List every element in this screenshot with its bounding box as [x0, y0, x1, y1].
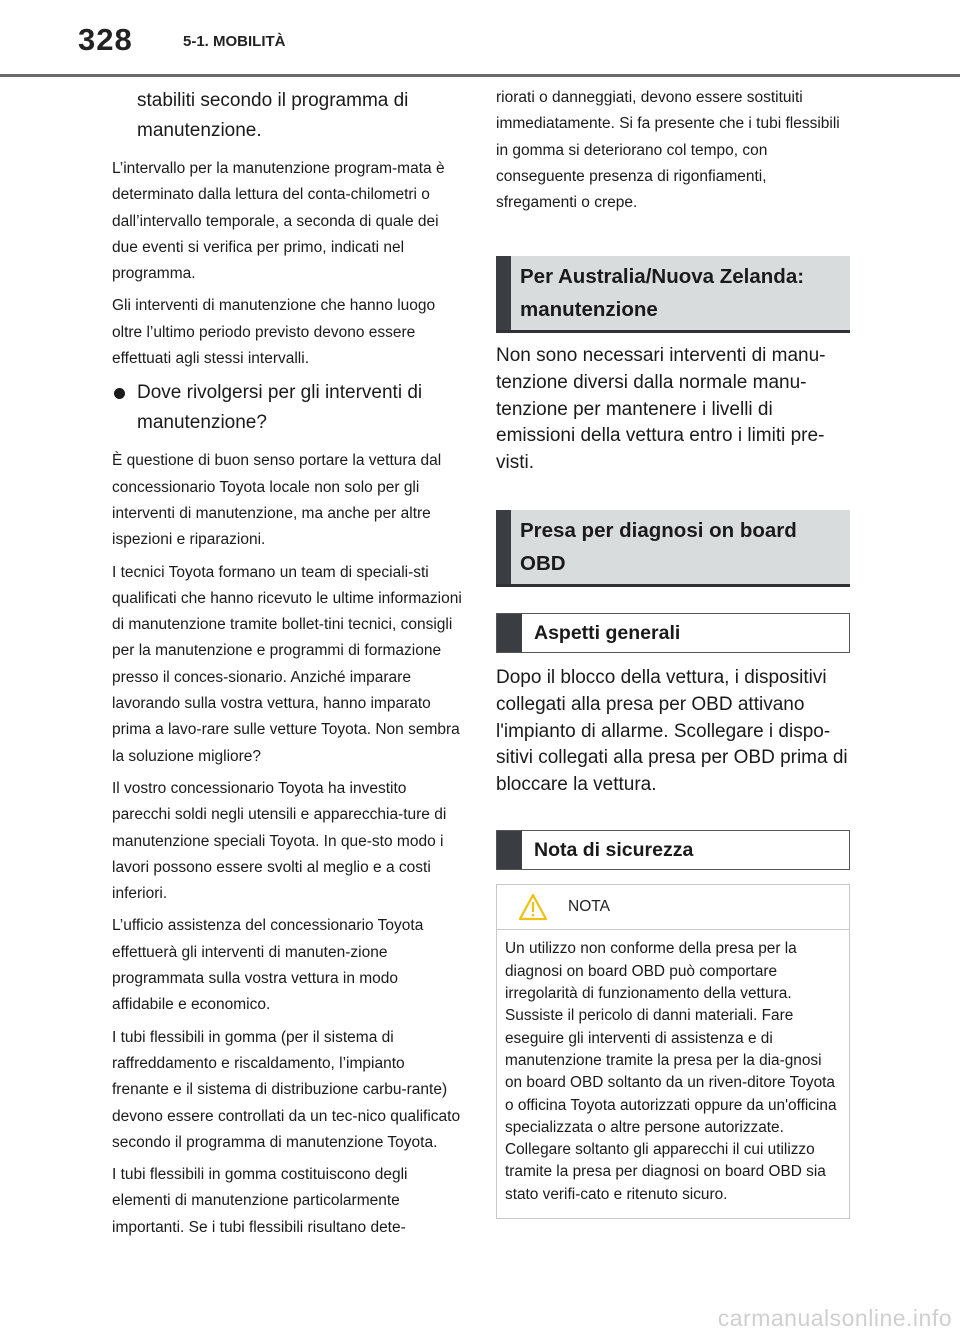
paragraph: I tubi flessibili in gomma costituiscono degli elementi di manutenzione particolarmente importanti. Se i tubi flessibili risultano dete- [112, 1166, 408, 1236]
subsection-tab [497, 831, 522, 869]
note-header [497, 885, 849, 930]
paragraph: È questione di buon senso portare la vettura dal concessionario Toyota locale non solo per gli interventi di manutenzione, ma anche per altre ispezioni e riparazioni. [112, 452, 442, 549]
paragraph: L’intervallo per la manutenzione program-mata è determinato dalla lettura del conta-chilometri o dall’intervallo temporale, a seconda di quale dei due eventi si verifica per primo, indicati nel programma. [112, 160, 445, 283]
paragraph: L’ufficio assistenza del concessionario Toyota effettuerà gli interventi di manuten-zione programmata sulla vostra vettura in modo affidabile e economico. [112, 917, 424, 1014]
warning-triangle-icon [518, 893, 548, 921]
header-rule [0, 74, 960, 77]
lead-text: stabiliti secondo il programma di manutenzione. [137, 90, 409, 141]
bullet-heading [112, 378, 462, 438]
subsection-tab [497, 614, 522, 652]
paragraph: Gli interventi di manutenzione che hanno luogo oltre l’ultimo periodo previsto devono essere effettuati agli stessi intervalli. [112, 297, 436, 368]
paragraph-continued: riorati o danneggiati, devono essere sostituiti immediatamente. Si fa presente che i tubi flessibili in gomma si deteriorano col tempo, con conseguente presenza di rigonfiamenti, sfregamenti o crepe. [496, 89, 840, 212]
note-text: Un utilizzo non conforme della presa per la diagnosi on board OBD può comportare irregolarità di funzionamento della vettura. Sussiste il pericolo di danni materiali. Fare eseguire gli interventi di assistenza e di manutenzione tramite la presa per la dia-gnosi on board OBD soltanto da un riven-ditore Toyota o officina Toyota autorizzati oppure da un'officina specializzata o altre persone autorizzate. Collegare soltanto gli apparecchi il cui utilizzo tramite la presa per diagnosi on board OBD sia stato verifi-cato e ritenuto sicuro. [505, 940, 837, 1203]
section-header-australia [496, 256, 850, 333]
paragraph: I tecnici Toyota formano un team di speciali-sti qualificati che hanno ricevuto le ultime informazioni di manutenzione tramite bollet-tini tecnici, consigli per la manutenzione e programmi di formazione presso il conces-sionario. Anziché imparare lavorando sulla vostra vettura, hanno imparato prima a lavo-rare sulle vetture Toyota. Non sembra la soluzione migliore? [112, 563, 462, 765]
paragraph: I tubi flessibili in gomma (per il sistema di raffreddamento e riscaldamento, l’impianto frenante e il sistema di distribuzione carbu-rante) devono essere controllati da un tec-nico qualificato secondo il programma di manutenzione Toyota. [112, 1028, 461, 1151]
subsection-header-general [496, 613, 850, 653]
subsection-header-safety [496, 830, 850, 870]
section-title: Per Australia/Nuova Zelanda: manutenzione [520, 265, 805, 322]
subsection-title: Aspetti generali [534, 622, 681, 645]
right-column [496, 86, 850, 1219]
section-tab [496, 256, 511, 330]
paragraph: Il vostro concessionario Toyota ha investito parecchi soldi negli utensili e apparecchia-ture di manutenzione speciali Toyota. In que-sto modo i lavori possono essere svolti al meglio e a costi inferiori. [112, 779, 447, 903]
subsection-body: Dopo il blocco della vettura, i dispositivi collegati alla presa per OBD attivano l'impianto di allarme. Scollegare i dispo-sitivi collegati alla presa per OBD prima di bloccare la vettura. [496, 667, 848, 795]
section-title: Presa per diagnosi on board OBD [520, 519, 797, 576]
subsection-title: Nota di sicurezza [534, 839, 694, 862]
left-column [112, 86, 462, 1247]
chapter-label: 5-1. MOBILITÀ [183, 33, 286, 50]
bullet-heading-text: Dove rivolgersi per gli interventi di manutenzione? [137, 382, 423, 434]
section-body: Non sono necessari interventi di manu-tenzione diversi dalla normale manu-tenzione per mantenere i livelli di emissioni della vettura entro i limiti pre-visti. [496, 345, 826, 473]
note-title: NOTA [568, 898, 610, 916]
section-tab [496, 510, 511, 584]
section-header-obd [496, 510, 850, 587]
note-box [496, 884, 850, 1219]
page-number: 328 [78, 22, 133, 57]
watermark: carmanualsonline.info [717, 1305, 952, 1331]
